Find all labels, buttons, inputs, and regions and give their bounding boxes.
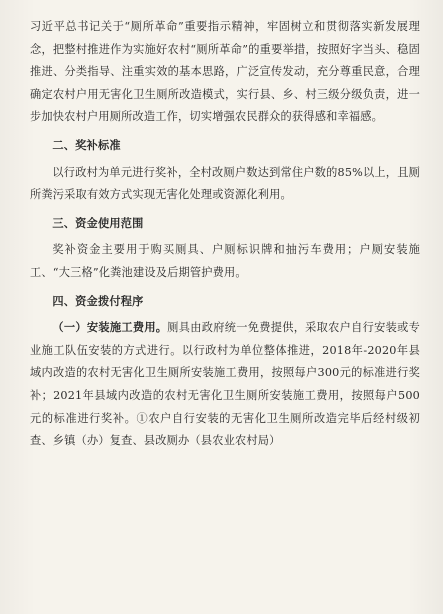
intro-paragraph: 习近平总书记关于“厕所革命”重要指示精神，牢固树立和贯彻落实新发展理念，把整村推进作为实施好农村“厕所革命”的重要举措，按照好字当头、稳固推进、分类指导、注重实效的基本思路，广泛宣传发动，充分尊重民意，合理确定农村户用无害化卫生厕所改造模式，实行县、乡、村三级分级负责，进一步加快农村户用厕所改造工作，切实增强农民群众的获得感和幸福感。 [30, 20, 420, 124]
installation-cost-label: （一）安装施工费用。 [52, 321, 168, 335]
subsidy-standard-paragraph: 以行政村为单元进行奖补，全村改厕户数达到常住户数的85%以上，且厕所粪污采取有效方式实现无害化处理或资源化利用。 [30, 165, 420, 202]
section-heading-subsidy-standard: 二、奖补标准 [52, 138, 121, 152]
installation-cost-text: 厕具由政府统一免费提供，采取农户自行安装或专业施工队伍安装的方式进行。以行政村为单位整体推进，2018年-2020年县域内改造的农村无害化卫生厕所安装施工费用，按照每户300元的标准进行奖补；2021年县域内改造的农村无害化卫生厕所安装施工费用，按照每户500元的标准进行奖补。①农户自行安装的无害化卫生厕所改造完毕后经村级初查、乡镇（办）复查、县改厕办（县农业农村局） [30, 321, 420, 448]
section-heading-disbursement-procedure: 四、资金拨付程序 [52, 294, 144, 308]
installation-cost-paragraph [30, 317, 420, 453]
section-heading-fund-scope: 三、资金使用范围 [52, 216, 144, 230]
document-content [30, 16, 420, 453]
fund-scope-paragraph: 奖补资金主要用于购买厕具、户厕标识牌和抽污车费用；户厕安装施工、“大三格”化粪池建设及后期管护费用。 [30, 243, 420, 279]
